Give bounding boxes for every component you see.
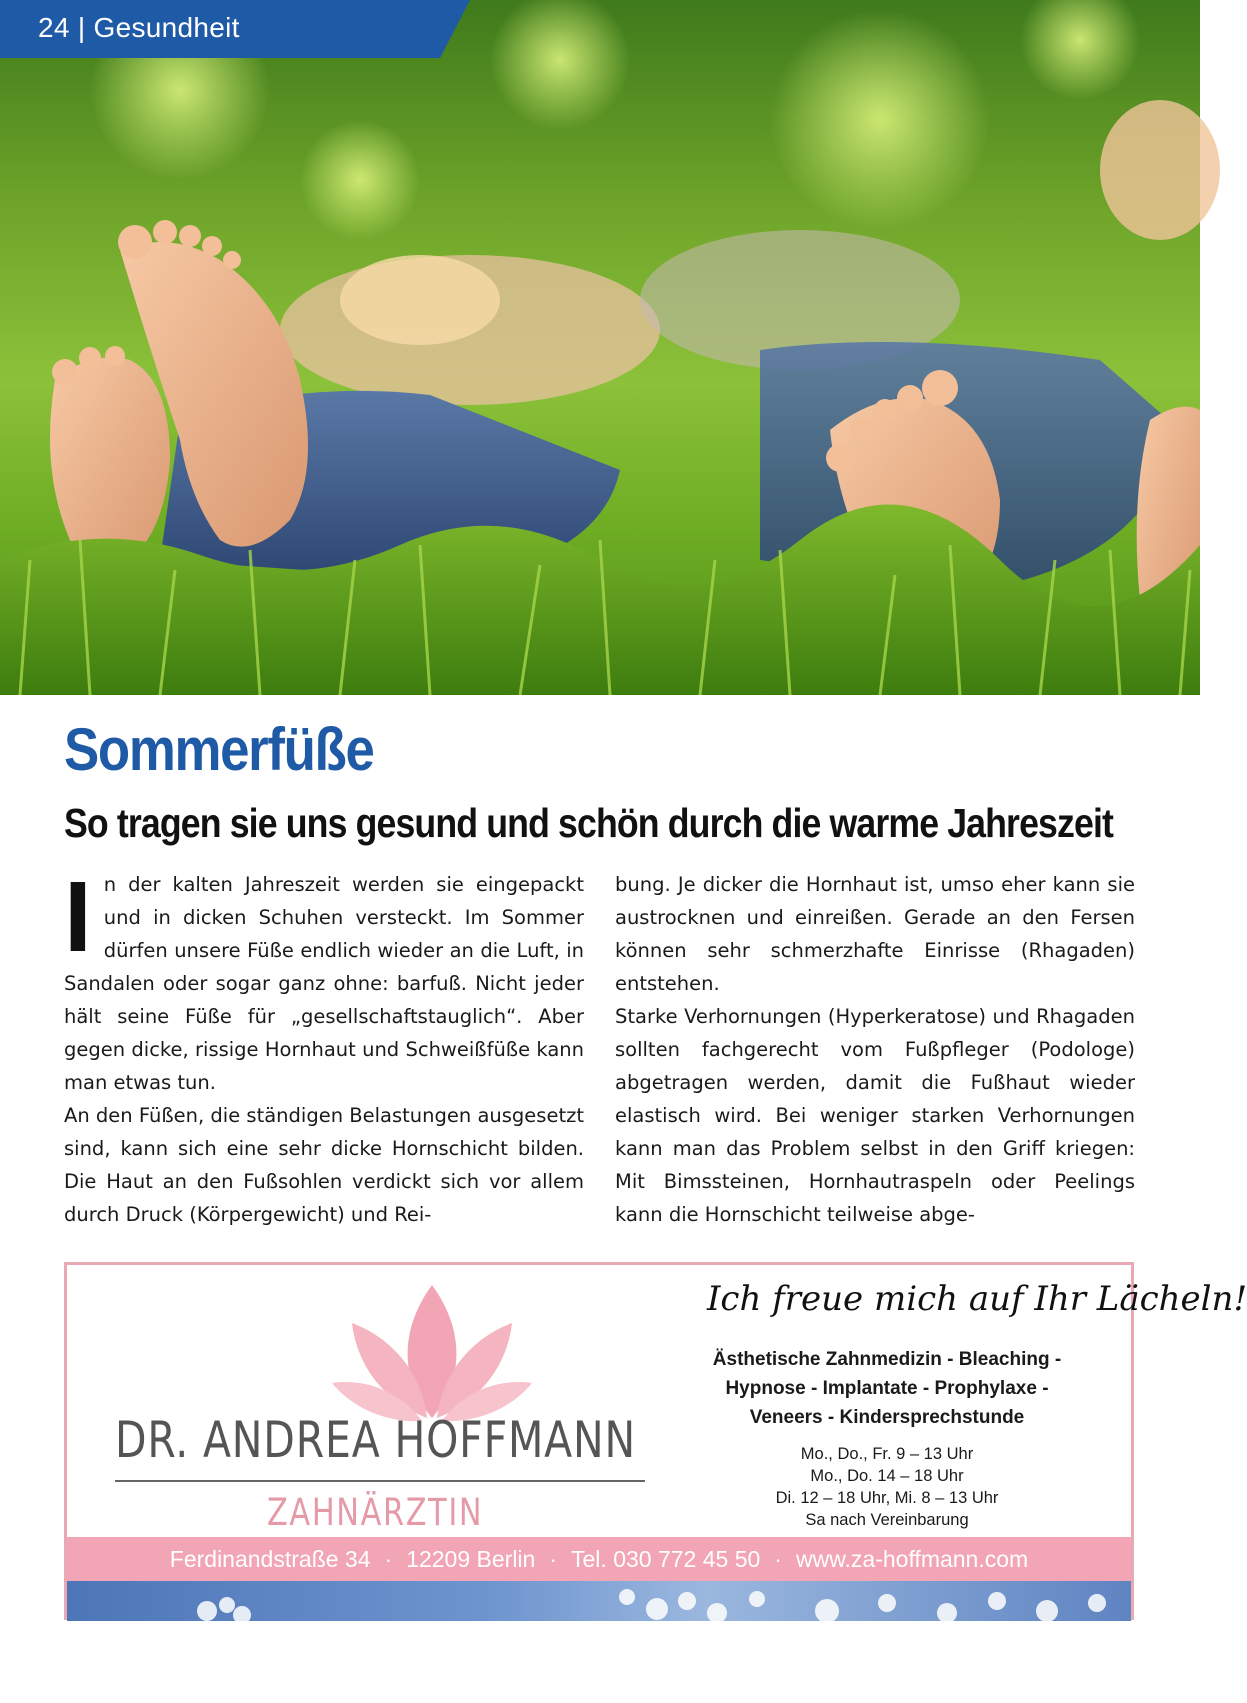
header-divider: | <box>77 12 86 43</box>
paragraph-text: n der kalten Jahreszeit werden sie eingepackt und in dicken Schuhen versteckt. Im Sommer dürfen unsere Füße endlich wieder an die Luft, in Sandalen oder sogar ganz ohne: barfuß. Nicht jeder hält seine Füße für „gesellschaftstauglich“. Aber gegen dicke, rissige Hornhaut und Schweißfüße kann man etwas tun. <box>64 873 584 1094</box>
phone: Tel. 030 772 45 50 <box>571 1545 761 1572</box>
paragraph: bung. Je dicker die Hornhaut ist, umso eher kann sie austrocknen und einreißen. Gerade an den Fersen können sehr schmerzhafte Einrisse (Rhagaden) entstehen. <box>615 873 1135 995</box>
hours-line: Di. 12 – 18 Uhr, Mi. 8 – 13 Uhr <box>775 1489 999 1507</box>
separator: · <box>384 1545 393 1572</box>
photo-children-feet-in-grass <box>0 0 1200 695</box>
pink-lotus-leaves-icon <box>332 1283 532 1423</box>
dentist-advertisement <box>64 1262 1247 1620</box>
separator: · <box>774 1545 782 1572</box>
city: 12209 Berlin <box>406 1545 536 1572</box>
address: Ferdinandstraße 34 <box>169 1545 371 1572</box>
ad-blossom-sky-image <box>67 1581 1131 1621</box>
section-label <box>38 12 240 44</box>
dentist-role: ZAHNÄRZTIN <box>267 1491 484 1534</box>
ad-slogan: Ich freue mich auf Ihr Lächeln! <box>707 1279 1247 1319</box>
opening-hours <box>667 1443 1107 1531</box>
article-subtitle: So tragen sie uns gesund und schön durch die warme Jahreszeit <box>64 800 1114 846</box>
page-number: 24 <box>38 12 70 43</box>
article-title: Sommerfüße <box>64 716 374 783</box>
section-header-tab <box>0 0 470 58</box>
article-column-right <box>615 868 1135 1231</box>
drop-cap: I <box>64 861 92 973</box>
paragraph <box>64 861 584 1099</box>
service-line: Ästhetische Zahnmedizin - Bleaching - <box>712 1349 1062 1370</box>
website-link[interactable]: www.za-hoffmann.com <box>795 1545 1029 1572</box>
blossom-branch-image <box>67 1581 1131 1621</box>
service-line: Veneers - Kindersprechstunde <box>749 1407 1025 1428</box>
hours-line: Sa nach Vereinbarung <box>805 1511 969 1529</box>
services-list <box>667 1345 1107 1432</box>
contact-bar <box>67 1537 1131 1581</box>
paragraph: Starke Verhornungen (Hyperkeratose) und Rhagaden sollten fachgerecht vom Fußpfleger (Podologe) abgetragen werden, damit die Fußhaut wieder elastisch wird. Bei weniger starken Verhornungen kann man das Problem selbst in den Griff kriegen: Mit Bimssteinen, Hornhautraspeln oder Peelings kann die Hornschicht teilweise abge- <box>615 1005 1135 1226</box>
dentist-name: DR. ANDREA HOFFMANN <box>115 1411 637 1469</box>
service-line: Hypnose - Implantate - Prophylaxe - <box>725 1378 1049 1399</box>
hero-photo <box>0 0 1200 695</box>
article-column-left <box>64 861 584 1231</box>
hours-line: Mo., Do., Fr. 9 – 13 Uhr <box>800 1445 974 1463</box>
section-name: Gesundheit <box>93 12 240 43</box>
paragraph: An den Füßen, die ständigen Belastungen ausgesetzt sind, kann sich eine sehr dicke Hornschicht bilden. Die Haut an den Fußsohlen verdickt sich vor allem durch Druck (Körpergewicht) und Rei- <box>64 1104 584 1226</box>
hours-line: Mo., Do. 14 – 18 Uhr <box>810 1467 964 1485</box>
separator: · <box>549 1545 558 1572</box>
name-divider <box>115 1480 645 1482</box>
